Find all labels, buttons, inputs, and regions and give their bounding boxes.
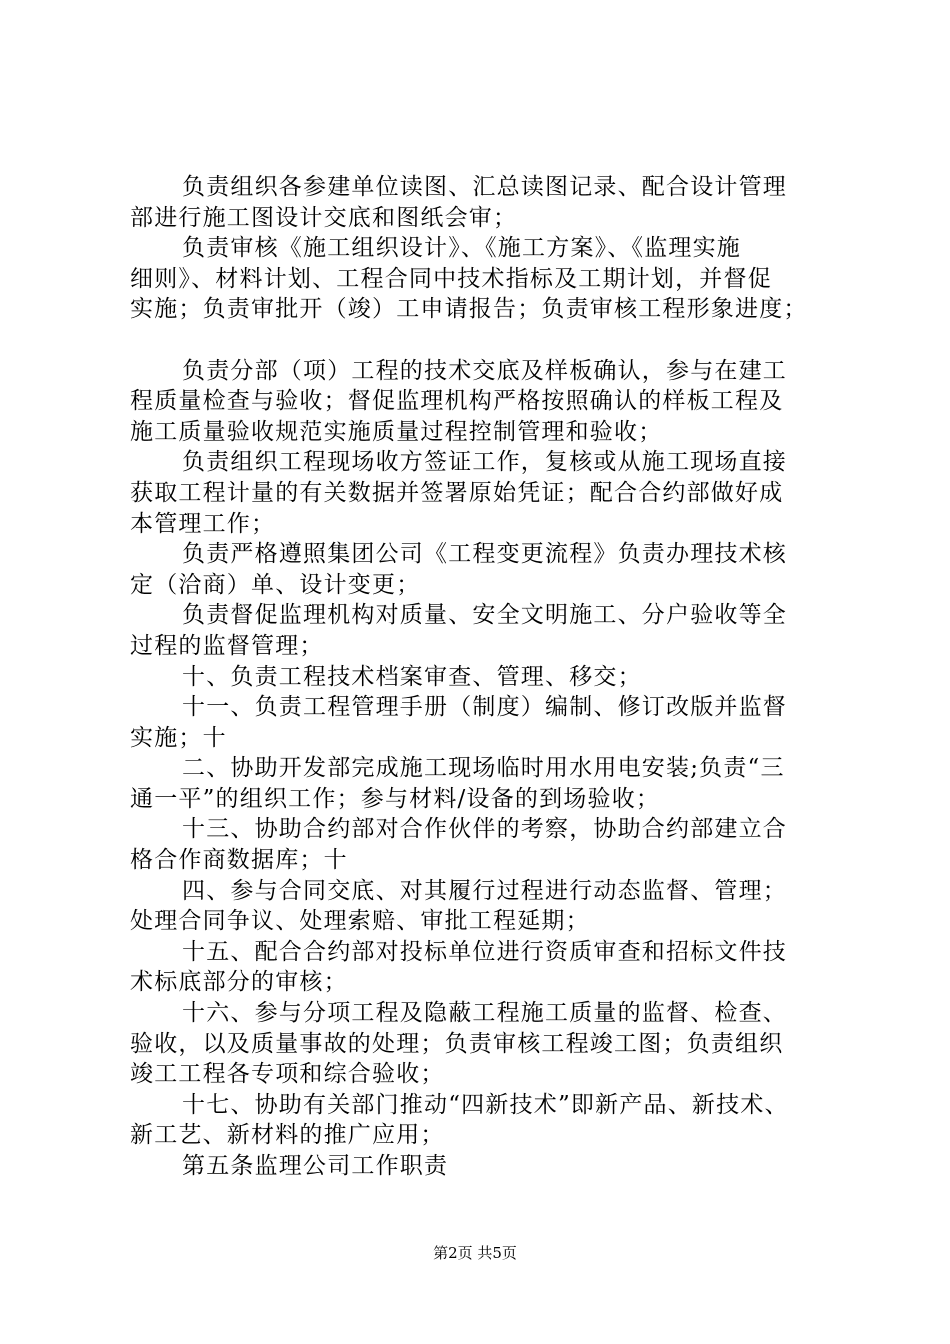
paragraph-line: 十七、协助有关部门推动“四新技术”即新产品、新技术、 xyxy=(182,1091,789,1118)
paragraph-line: 二、协助开发部完成施工现场临时用水用电安装;负责“三 xyxy=(182,755,785,782)
paragraph-line: 处理合同争议、处理索赔、审批工程延期； xyxy=(130,908,590,935)
paragraph-line: 获取工程计量的有关数据并签署原始凭证；配合合约部做好成 xyxy=(130,479,784,506)
paragraph-gap xyxy=(130,325,850,356)
paragraph-line: 负责审核《施工组织设计》、《施工方案》、《监理实施 xyxy=(182,235,741,262)
paragraph-line: 格合作商数据库；十 xyxy=(130,847,348,874)
paragraph-line: 细则》、材料计划、工程合同中技术指标及工期计划，并督促 xyxy=(130,265,772,292)
document-body xyxy=(130,172,850,1182)
paragraph-line: 验收，以及质量事故的处理；负责审核工程竣工图；负责组织 xyxy=(130,1030,784,1057)
paragraph-line: 十一、负责工程管理手册（制度）编制、修订改版并监督 xyxy=(182,694,787,721)
paragraph-line: 通一平”的组织工作；参与材料/设备的到场验收； xyxy=(130,785,661,812)
page-number: 第2页 共5页 xyxy=(433,1244,517,1262)
paragraph-line: 十五、配合合约部对投标单位进行资质审查和招标文件技 xyxy=(182,938,787,965)
paragraph-line: 负责督促监理机构对质量、安全文明施工、分户验收等全 xyxy=(182,602,787,629)
paragraph-line: 十、负责工程技术档案审查、管理、移交； xyxy=(182,663,642,690)
paragraph-line: 部进行施工图设计交底和图纸会审； xyxy=(130,204,518,231)
paragraph-line: 新工艺、新材料的推广应用； xyxy=(130,1122,445,1149)
paragraph-line: 负责组织各参建单位读图、汇总读图记录、配合设计管理 xyxy=(182,174,787,200)
paragraph-line: 十三、协助合约部对合作伙伴的考察，协助合约部建立合 xyxy=(182,816,787,843)
paragraph-line: 负责组织工程现场收方签证工作，复核或从施工现场直接 xyxy=(182,449,787,476)
paragraph-line: 术标底部分的审核； xyxy=(130,969,348,996)
paragraph-line: 竣工工程各专项和综合验收； xyxy=(130,1061,445,1088)
paragraph-line: 十六、参与分项工程及隐蔽工程施工质量的监督、检查、 xyxy=(182,1000,787,1027)
section-heading: 第五条监理公司工作职责 xyxy=(182,1153,449,1179)
paragraph-line: 施工质量验收规范实施质量过程控制管理和验收； xyxy=(130,418,663,445)
paragraph-line: 本管理工作； xyxy=(130,510,276,537)
paragraph-line: 实施；十 xyxy=(130,724,227,751)
paragraph-line: 程质量检查与验收；督促监理机构严格按照确认的样板工程及 xyxy=(130,388,784,415)
paragraph-line: 负责分部（项）工程的技术交底及样板确认，参与在建工 xyxy=(182,357,787,384)
paragraph-line: 定（洽商）单、设计变更； xyxy=(130,571,421,598)
paragraph-line: 负责严格遵照集团公司《工程变更流程》负责办理技术核 xyxy=(182,541,787,568)
paragraph-line: 实施；负责审批开（竣）工申请报告；负责审核工程形象进度； xyxy=(130,296,808,323)
paragraph-line: 四、参与合同交底、对其履行过程进行动态监督、管理； xyxy=(182,877,787,904)
paragraph-line: 过程的监督管理； xyxy=(130,632,324,659)
